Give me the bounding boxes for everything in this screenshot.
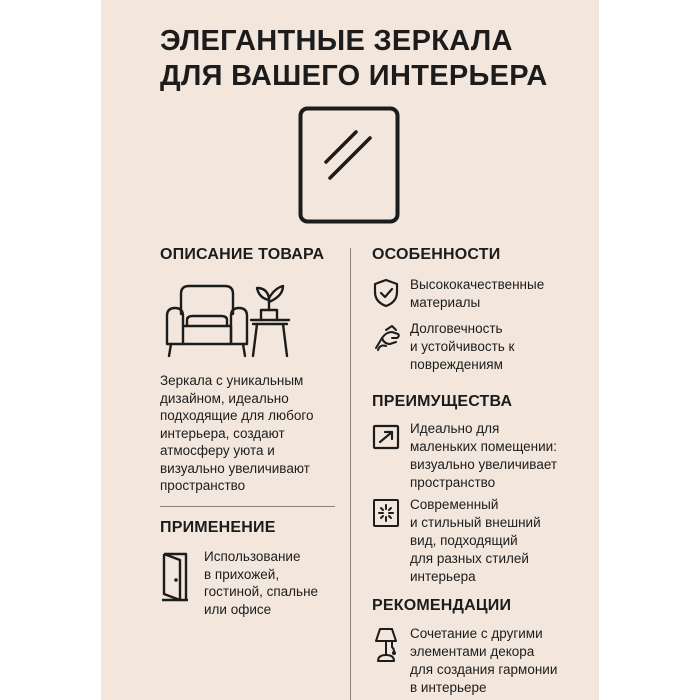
feature-item (372, 276, 544, 312)
hand-cloth-icon (372, 322, 400, 350)
advantages-heading: ПРЕИМУЩЕСТВА (372, 393, 513, 410)
usage-text: Использование в прихожей, гостиной, спальне или офисе (204, 549, 319, 617)
description-heading: ОПИСАНИЕ ТОВАРА (160, 246, 325, 263)
title-line-2: ДЛЯ ВАШЕГО ИНТЕРЬЕРА (160, 60, 548, 92)
section-divider (160, 506, 335, 507)
recommendation-item (372, 625, 557, 697)
recommendation-text: Сочетание с другими элементами декора для создания гармонии в интерьере (410, 626, 558, 695)
feature-text: Высококачественные материалы (410, 277, 545, 310)
column-divider (350, 248, 351, 700)
expand-arrow-icon (372, 422, 400, 450)
feature-text: Долговечность и устойчивость к повреждениям (410, 321, 515, 372)
description-text: Зеркала с уникальным дизайном, идеально подходящие для любого интерьера, создают атмосферу уюта и визуально увеличивают пространство (160, 373, 314, 493)
page-title (160, 24, 580, 94)
usage-heading: ПРИМЕНЕНИЕ (160, 519, 276, 536)
advantage-item (372, 420, 557, 492)
features-heading: ОСОБЕННОСТИ (372, 246, 501, 263)
mirror-icon (298, 106, 400, 224)
feature-item (372, 320, 514, 374)
sparkle-frame-icon (372, 498, 400, 526)
title-line-1: ЭЛЕГАНТНЫЕ ЗЕРКАЛА (160, 25, 513, 57)
lamp-icon (372, 627, 400, 655)
recommendations-heading: РЕКОМЕНДАЦИИ (372, 597, 512, 614)
advantage-text: Современный и стильный внешний вид, подходящий для разных стилей интерьера (410, 497, 541, 584)
door-icon (160, 552, 190, 602)
advantage-text: Идеально для маленьких помещении: визуально увеличивает пространство (410, 421, 558, 490)
shield-check-icon (372, 278, 400, 306)
advantage-item (372, 496, 541, 586)
armchair-plant-icon (163, 280, 293, 360)
